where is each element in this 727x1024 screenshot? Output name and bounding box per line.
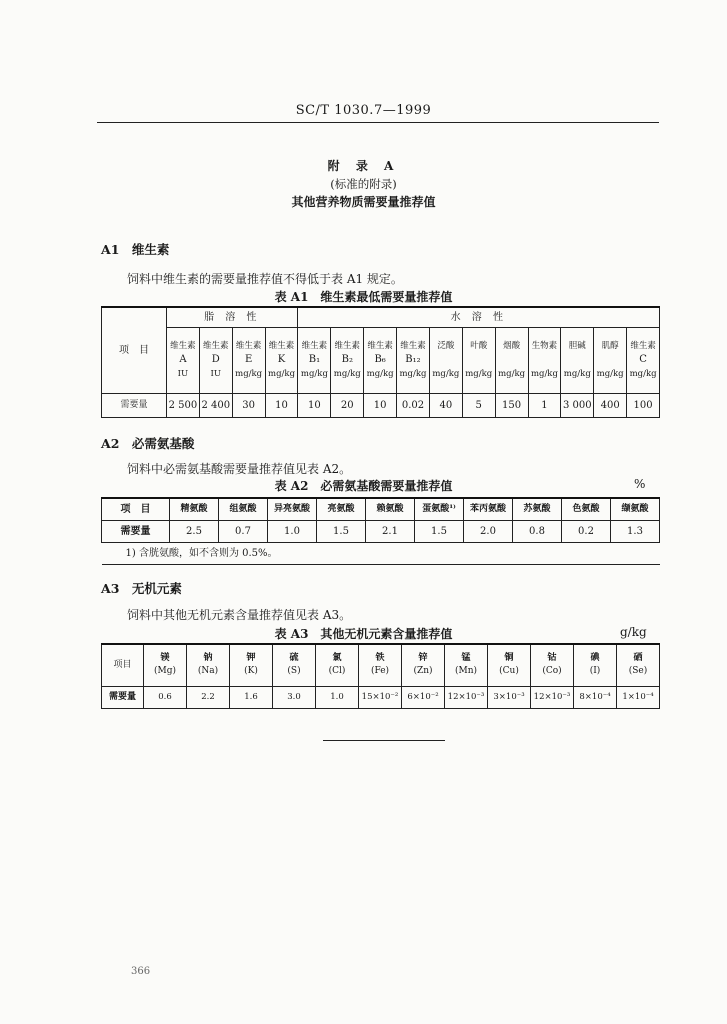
section-a3-text: 饲料中其他无机元素含量推荐值见表 A3。	[127, 608, 352, 622]
table-a1-col-symbol: B₆	[374, 354, 386, 365]
table-a3-col-header	[316, 644, 359, 686]
table-a3-value: 6×10⁻²	[402, 686, 445, 708]
section-a1-text: 饲料中维生素的需要量推荐值不得低于表 A1 规定。	[127, 272, 403, 286]
table-a1-col-name: 维生素	[235, 341, 262, 351]
table-a1-caption: 表 A1 维生素最低需要量推荐值	[274, 290, 453, 304]
table-a2-col-header: 蛋氨酸¹⁾	[415, 498, 464, 520]
table-a1-col-header	[232, 327, 265, 393]
table-a1-col-unit: mg/kg	[399, 369, 427, 379]
table-a1-col-symbol: A	[179, 354, 187, 365]
table-a1-col-header	[397, 327, 430, 393]
table-a1-col-header	[298, 327, 331, 393]
table-a3-element-symbol: (K)	[244, 666, 258, 677]
table-a1-value: 2 400	[199, 393, 232, 417]
table-a3-element-name: 铁	[375, 653, 385, 664]
table-a1-col-name: 维生素	[400, 341, 426, 351]
table-a2-value: 1.0	[268, 520, 317, 542]
table-a1-value: 40	[429, 393, 462, 417]
table-a1-value: 3 000	[561, 393, 594, 417]
table-a3-element-symbol: (Na)	[197, 666, 219, 677]
table-a1-col-name: 维生素	[203, 341, 229, 351]
table-a2-col-header: 赖氨酸	[366, 498, 415, 520]
table-a3-value: 3.0	[273, 686, 316, 708]
table-a1-col-name: 维生素	[170, 341, 196, 351]
table-a1-col-symbol	[496, 353, 528, 367]
table-a1-col-symbol: B₂	[341, 354, 353, 365]
table-a1-value: 100	[627, 393, 660, 417]
table-a1-col-symbol	[561, 353, 593, 367]
table-a1-col-name: 维生素	[334, 341, 361, 351]
table-a3-req-label: 需要量	[102, 686, 144, 708]
table-a2-col-header: 苯丙氨酸	[464, 498, 513, 520]
table-a3-element-name: 镁	[160, 653, 170, 664]
table-a3-element-name: 钾	[246, 653, 256, 664]
table-a1-value: 2 500	[167, 393, 200, 417]
table-a1-value: 150	[495, 393, 528, 417]
table-a2-value: 1.5	[415, 520, 464, 542]
page-number: 366	[131, 966, 151, 977]
table-a1-value: 1	[528, 393, 561, 417]
table-a3-element-symbol: (I)	[589, 666, 601, 677]
table-a1-col-symbol: B₁₂	[405, 354, 421, 365]
table-a1-col-name: 生物素	[531, 341, 558, 351]
section-a2-text: 饲料中必需氨基酸需要量推荐值见表 A2。	[127, 462, 352, 476]
appendix-heading: 其他营养物质需要量推荐值	[291, 195, 436, 209]
table-a1-col-symbol	[594, 353, 626, 367]
table-a3-col-header	[230, 644, 273, 686]
table-a3-item-label: 项目	[102, 644, 144, 686]
table-a1-col-header	[561, 327, 594, 393]
table-a3-element-symbol: (S)	[287, 666, 301, 677]
table-a1-col-unit: mg/kg	[465, 369, 493, 379]
table-a1-col-unit: mg/kg	[596, 369, 624, 379]
table-a3-value: 12×10⁻³	[445, 686, 488, 708]
table-a1-col-symbol: D	[211, 354, 220, 365]
table-a1-value: 0.02	[397, 393, 430, 417]
table-a3-element-name: 氯	[332, 653, 342, 664]
table-a2-value: 1.3	[611, 520, 660, 542]
table-a2-value: 1.5	[317, 520, 366, 542]
table-a3-col-header	[187, 644, 230, 686]
table-a1-col-symbol	[463, 353, 495, 367]
table-a1-col-unit: mg/kg	[333, 369, 361, 379]
table-a3-element-symbol: (Co)	[542, 666, 562, 677]
document-number: SC/T 1030.7—1999	[295, 103, 432, 118]
table-a1-col-header	[429, 327, 462, 393]
table-a1-value: 5	[462, 393, 495, 417]
table-a1-group-water: 水 溶 性	[298, 307, 660, 327]
table-a1-req-label: 需要量	[102, 393, 167, 417]
table-a1-col-header	[199, 327, 232, 393]
table-a3-value: 0.6	[144, 686, 187, 708]
table-a2-col-header: 精氨酸	[170, 498, 219, 520]
table-a3-element-symbol: (Mg)	[154, 666, 176, 677]
table-a1-value: 10	[364, 393, 397, 417]
table-a3-col-header	[488, 644, 531, 686]
table-a1-col-unit: mg/kg	[432, 369, 460, 379]
table-a1-value: 10	[265, 393, 298, 417]
table-a1-value: 30	[232, 393, 265, 417]
header-rule	[97, 122, 659, 123]
table-a3-col-header	[574, 644, 617, 686]
end-rule	[323, 740, 445, 741]
table-a1-value: 10	[298, 393, 331, 417]
table-a1	[101, 306, 660, 418]
table-a3	[101, 643, 660, 709]
table-a2-value: 0.8	[513, 520, 562, 542]
table-a2-value: 0.2	[562, 520, 611, 542]
table-a3-col-header	[144, 644, 187, 686]
table-a1-value: 400	[594, 393, 627, 417]
section-a3-heading: A3 无机元素	[101, 581, 182, 596]
table-a3-col-header	[617, 644, 660, 686]
table-a1-col-name: 维生素	[367, 341, 393, 351]
section-a1-heading: A1 维生素	[101, 242, 170, 257]
table-a3-value: 8×10⁻⁴	[574, 686, 617, 708]
table-a1-value: 20	[331, 393, 364, 417]
table-a2-unit: %	[634, 477, 646, 491]
table-a3-element-symbol: (Cl)	[328, 666, 346, 677]
table-a1-col-unit: mg/kg	[498, 369, 526, 379]
table-a1-col-unit: mg/kg	[366, 369, 394, 379]
appendix-subtitle: (标准的附录)	[330, 177, 397, 191]
table-a3-element-symbol: (Zn)	[413, 666, 433, 677]
table-a1-col-unit: mg/kg	[563, 369, 591, 379]
table-a1-col-unit: IU	[210, 369, 222, 379]
table-a3-element-name: 钠	[203, 653, 213, 664]
table-a2-col-header: 组氨酸	[219, 498, 268, 520]
table-a3-element-name: 硫	[289, 653, 299, 664]
table-a1-col-unit: mg/kg	[268, 369, 296, 379]
table-a3-element-symbol: (Mn)	[454, 666, 478, 677]
table-a2-col-header: 苏氨酸	[513, 498, 562, 520]
table-a1-col-header	[594, 327, 627, 393]
table-a1-col-header	[627, 327, 660, 393]
table-a3-value: 1.0	[316, 686, 359, 708]
table-a1-col-symbol	[529, 353, 561, 367]
table-a1-col-name: 泛酸	[437, 341, 455, 351]
table-a1-group-fat: 脂 溶 性	[167, 307, 298, 327]
table-a2	[101, 497, 660, 565]
table-a3-value: 2.2	[187, 686, 230, 708]
table-a2-footnote: 1) 含胱氨酸，如不含则为 0.5%。	[102, 542, 660, 564]
table-a1-col-header	[528, 327, 561, 393]
table-a1-col-unit: mg/kg	[300, 369, 328, 379]
table-a1-col-name: 维生素	[301, 341, 328, 351]
table-a1-col-symbol: C	[639, 354, 647, 365]
table-a3-value: 3×10⁻³	[488, 686, 531, 708]
table-a1-col-header	[462, 327, 495, 393]
table-a1-col-header	[265, 327, 298, 393]
table-a3-unit: g/kg	[620, 625, 647, 639]
table-a3-element-symbol: (Fe)	[370, 666, 390, 677]
table-a1-col-header	[495, 327, 528, 393]
table-a1-col-name: 肌醇	[601, 341, 619, 351]
table-a1-col-symbol: E	[244, 354, 253, 365]
table-a3-element-symbol: (Cu)	[499, 666, 519, 677]
table-a2-col-header: 缬氨酸	[611, 498, 660, 520]
table-a3-element-name: 锰	[461, 653, 471, 664]
table-a1-col-symbol: B₁	[308, 354, 321, 365]
table-a3-col-header	[531, 644, 574, 686]
table-a1-col-name: 维生素	[268, 341, 295, 351]
table-a1-col-header	[331, 327, 364, 393]
table-a2-value: 0.7	[219, 520, 268, 542]
table-a3-element-name: 铜	[504, 653, 514, 664]
table-a3-element-name: 碘	[590, 653, 600, 664]
table-a1-col-header	[364, 327, 397, 393]
table-a1-col-symbol	[430, 353, 462, 367]
table-a2-caption: 表 A2 必需氨基酸需要量推荐值	[274, 479, 453, 493]
table-a3-col-header	[359, 644, 402, 686]
table-a2-value: 2.1	[366, 520, 415, 542]
table-a1-col-unit: mg/kg	[235, 369, 263, 379]
table-a1-col-header	[167, 327, 200, 393]
table-a1-col-symbol: K	[277, 354, 286, 365]
table-a3-col-header	[402, 644, 445, 686]
table-a3-value: 15×10⁻²	[359, 686, 402, 708]
table-a3-element-name: 硒	[633, 653, 643, 664]
table-a1-col-unit: mg/kg	[530, 369, 558, 379]
table-a3-col-header	[273, 644, 316, 686]
table-a1-col-name: 维生素	[630, 341, 656, 351]
table-a1-col-unit: mg/kg	[629, 369, 657, 379]
table-a2-value: 2.0	[464, 520, 513, 542]
table-a3-element-name: 钴	[547, 653, 557, 664]
table-a3-caption: 表 A3 其他无机元素含量推荐值	[274, 627, 453, 641]
table-a1-col-name: 叶酸	[470, 341, 488, 351]
table-a3-element-symbol: (Se)	[628, 666, 648, 677]
section-a2-heading: A2 必需氨基酸	[101, 436, 195, 451]
table-a3-col-header	[445, 644, 488, 686]
table-a2-col-header: 异亮氨酸	[268, 498, 317, 520]
table-a3-element-name: 锌	[418, 653, 428, 664]
table-a2-col-header: 色氨酸	[562, 498, 611, 520]
table-a1-col-name: 烟酸	[503, 341, 521, 351]
table-a2-col-header: 亮氨酸	[317, 498, 366, 520]
table-a1-col-unit: IU	[177, 369, 189, 379]
table-a2-item-label: 项 目	[102, 498, 170, 520]
appendix-title: 附 录 A	[327, 159, 400, 173]
table-a1-col-name: 胆碱	[568, 341, 586, 351]
table-a3-value: 12×10⁻³	[531, 686, 574, 708]
table-a3-value: 1.6	[230, 686, 273, 708]
table-a1-item-label: 项 目	[102, 307, 167, 393]
table-a2-req-label: 需要量	[102, 520, 170, 542]
table-a2-value: 2.5	[170, 520, 219, 542]
table-a3-value: 1×10⁻⁴	[617, 686, 660, 708]
